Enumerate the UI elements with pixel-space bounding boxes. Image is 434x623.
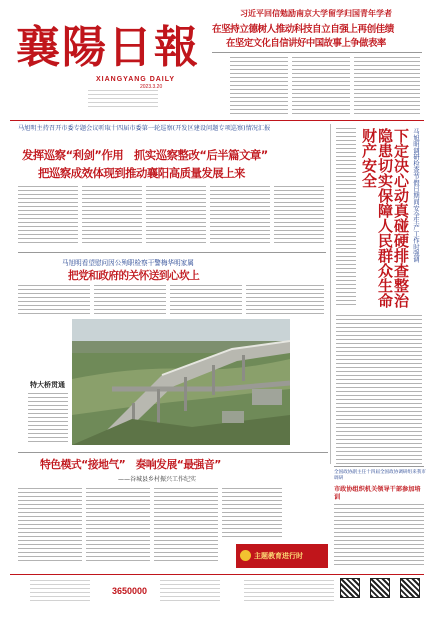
qr-code-icon xyxy=(370,578,390,598)
inspection-kicker: 马旭明主持召开市委专题会议听取十四届市委第一轮巡察(开发区建设问题专项巡察)情况汇报 xyxy=(18,125,271,132)
inspection-body-col-2 xyxy=(82,186,142,246)
visit-body-col-4 xyxy=(246,285,324,315)
inspection-body-col-3 xyxy=(146,186,206,246)
rural-body-col-2 xyxy=(86,488,150,564)
side-story-kicker: 马旭明调研检查节假日期间安全生产工作时强调 xyxy=(412,128,420,263)
top-story-body-col-2 xyxy=(292,57,350,115)
visit-body-col-2 xyxy=(94,285,166,315)
top-story-headline-1: 在坚持立德树人推动科技自立自强上再创佳绩 xyxy=(212,24,394,35)
visit-body-col-1 xyxy=(18,285,90,315)
footer-info-left xyxy=(30,580,90,602)
inspection-headline-2: 把巡察成效体现到推动襄阳高质量发展上来 xyxy=(38,166,245,180)
photo-caption: 特大桥贯通 xyxy=(30,381,65,389)
footer-divider xyxy=(10,574,424,575)
theme-banner xyxy=(236,544,328,568)
rural-body-col-3 xyxy=(154,488,218,564)
theme-banner-label: 主题教育进行时 xyxy=(254,552,303,560)
masthead-info-text xyxy=(88,90,158,108)
right-bottom-kicker: 全国政协副主任十四届全国政协调研组来我市调研 xyxy=(334,470,426,481)
right-bottom-headline: 市政协组织机关领导干部参加培训 xyxy=(334,486,421,501)
rural-subhead: ——谷城县乡村振兴工作纪实 xyxy=(118,476,197,483)
inspection-headline-1: 发挥巡察“利剑”作用 抓实巡察整改“后半篇文章” xyxy=(22,148,268,162)
side-story-body-col-1 xyxy=(336,128,356,308)
rural-headline: 特色模式“接地气” 奏响发展“最强音” xyxy=(40,458,221,471)
masthead-logo: 襄陽日報 xyxy=(16,22,200,73)
footer-number: 3650000 xyxy=(112,586,148,596)
masthead-date: 2023.3.20 xyxy=(140,84,163,90)
masthead-english-name: XIANGYANG DAILY xyxy=(96,76,176,83)
top-story-kicker: 习近平回信勉励南京大学留学归国青年学者 xyxy=(240,9,392,18)
masthead-divider xyxy=(10,120,424,121)
party-emblem-icon xyxy=(240,550,251,561)
footer-info-middle xyxy=(160,580,220,602)
visit-kicker: 马旭明看望慰问因公殉职检察干警梅华明家属 xyxy=(62,259,194,267)
top-story-body-col-3 xyxy=(354,57,420,115)
photo-caption-text xyxy=(28,393,68,445)
right-bottom-divider xyxy=(334,466,424,467)
qr-code-icon xyxy=(400,578,420,598)
inspection-body-col-5 xyxy=(274,186,324,246)
visit-body-col-3 xyxy=(170,285,242,315)
qr-code-icon xyxy=(340,578,360,598)
top-story-body-col-1 xyxy=(230,57,288,115)
inspection-body-col-1 xyxy=(18,186,78,246)
rural-body-col-4 xyxy=(222,488,282,540)
inspection-body-col-4 xyxy=(210,186,270,246)
rural-divider xyxy=(18,452,328,453)
side-story-headline: 下定决心动真碰硬排查整治隐患切实保障人民群众生命财产安全 xyxy=(360,128,410,308)
top-story-headline-2: 在坚定文化自信讲好中国故事上争做表率 xyxy=(226,38,386,49)
top-story-divider xyxy=(212,52,422,53)
visit-divider xyxy=(18,252,326,253)
side-story-body-col-2 xyxy=(336,315,422,465)
right-column-divider xyxy=(330,124,331,464)
right-bottom-body xyxy=(334,504,424,566)
bridge-photo xyxy=(72,319,290,445)
rural-body-col-1 xyxy=(18,488,82,564)
footer-info-right xyxy=(244,580,334,602)
visit-headline: 把党和政府的关怀送到心坎上 xyxy=(68,270,200,282)
